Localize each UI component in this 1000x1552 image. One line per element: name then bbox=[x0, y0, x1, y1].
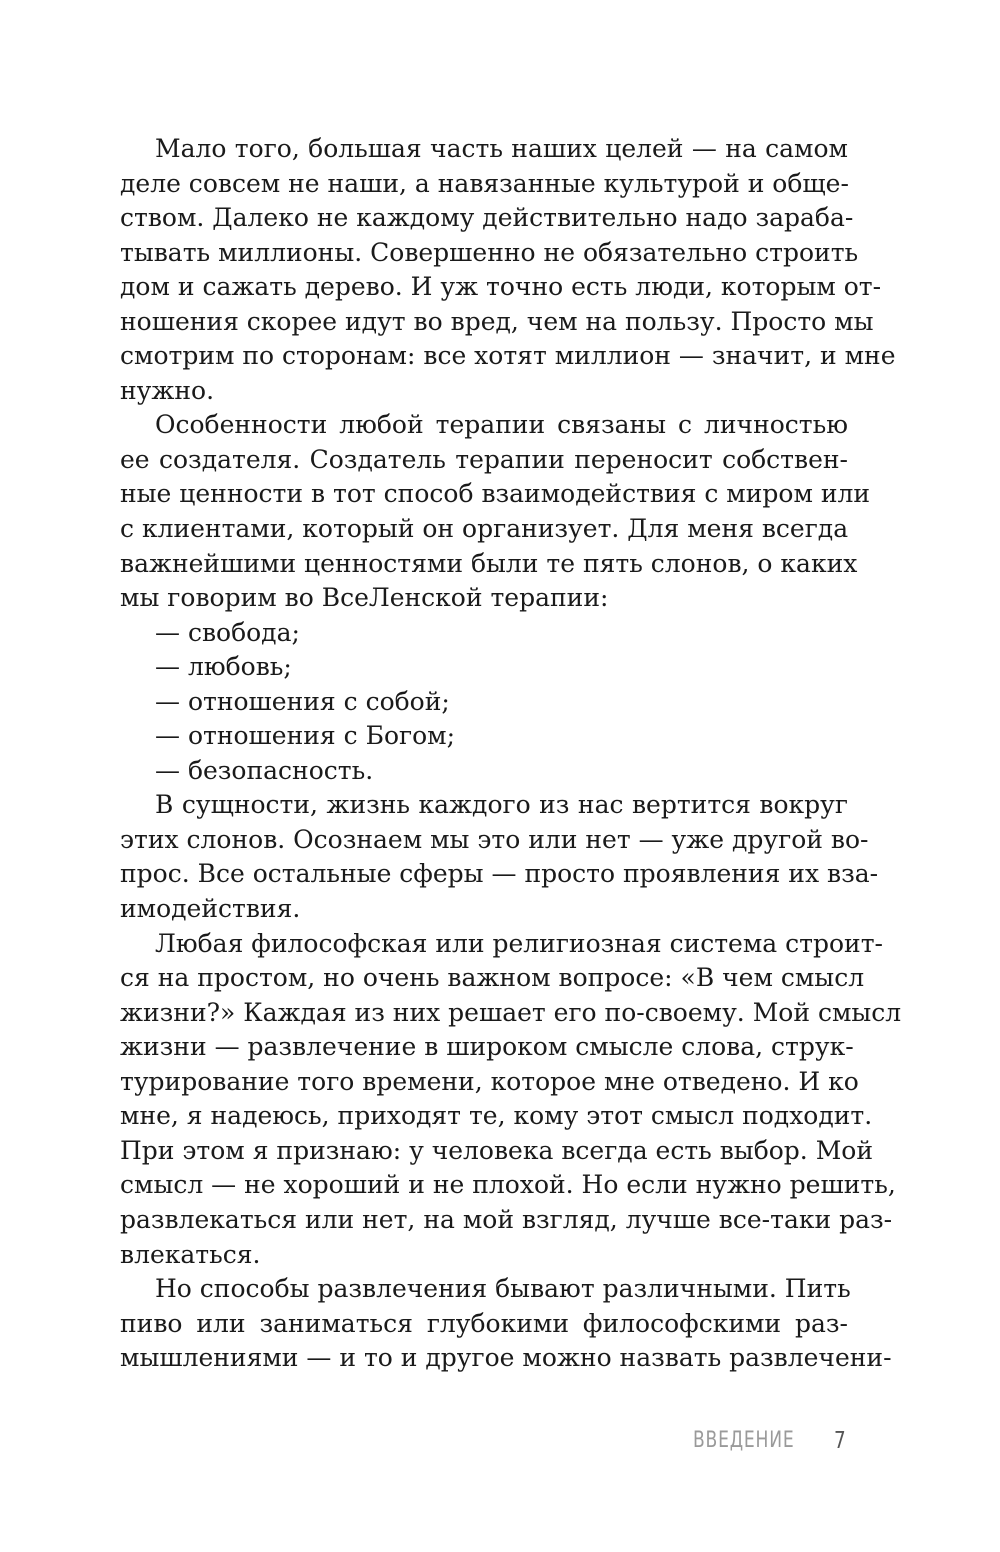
text-line: с клиентами, который он организует. Для меня всегда bbox=[120, 514, 849, 544]
text-line: имодействия. bbox=[120, 894, 301, 924]
text-line: тывать миллионы. Совершенно не обязательно строить bbox=[120, 237, 859, 267]
text-line: мне, я надеюсь, приходят те, кому этот смысл подходит. bbox=[120, 1101, 873, 1131]
text-line: При этом я признаю: у человека всегда есть выбор. Мой bbox=[120, 1135, 874, 1165]
text-line: ством. Далеко не каждому действительно надо зараба- bbox=[120, 203, 854, 233]
text-line: дом и сажать дерево. И уж точно есть люди, которым от- bbox=[120, 272, 882, 302]
text-line: ношения скорее идут во вред, чем на пользу. Просто мы bbox=[120, 306, 874, 336]
text-line: прос. Все остальные сферы — просто проявления их вза- bbox=[120, 859, 879, 889]
list-item: — любовь; bbox=[155, 652, 292, 682]
text-line: нужно. bbox=[120, 375, 215, 405]
text-line: ее создателя. Создатель терапии переносит собствен- bbox=[120, 444, 848, 474]
text-line: развлекаться или нет, на мой взгляд, лучше все-таки раз- bbox=[120, 1204, 893, 1234]
text-line: мышлениями — и то и другое можно назвать развлечени- bbox=[120, 1343, 892, 1373]
page-footer bbox=[0, 1428, 1000, 1468]
text-line: жизни — развлечение в широком смысле слова, струк- bbox=[120, 1032, 854, 1062]
list-item: — отношения с Богом; bbox=[155, 721, 456, 751]
text-line: мы говорим во ВсеЛенской терапии: bbox=[120, 583, 609, 613]
text-line: этих слонов. Осознаем мы это или нет — уже другой во- bbox=[120, 824, 869, 854]
text-line: Особенности любой терапии связаны с личностью bbox=[155, 410, 848, 440]
text-line: влекаться. bbox=[120, 1239, 261, 1269]
text-line: Мало того, большая часть наших целей — на самом bbox=[155, 134, 848, 163]
text-line: ся на простом, но очень важном вопросе: «В чем смысл bbox=[120, 963, 865, 993]
text-line: пиво или заниматься глубокими философскими раз- bbox=[120, 1308, 848, 1338]
running-head: ВВЕДЕНИЕ bbox=[693, 1428, 795, 1453]
text-line: смотрим по сторонам: все хотят миллион — значит, и мне bbox=[120, 341, 896, 371]
text-line: важнейшими ценностями были те пять слонов, о каких bbox=[120, 548, 858, 578]
text-line: В сущности, жизнь каждого из нас вертится вокруг bbox=[155, 790, 848, 820]
text-line: деле совсем не наши, а навязанные культурой и обще- bbox=[120, 168, 849, 198]
body-text bbox=[120, 132, 902, 1376]
text-line: жизни?» Каждая из них решает его по-своему. Мой смысл bbox=[120, 997, 902, 1027]
list-item: — свобода; bbox=[155, 617, 300, 647]
text-line: турирование того времени, которое мне отведено. И ко bbox=[120, 1066, 859, 1096]
text-line: смысл — не хороший и не плохой. Но если нужно решить, bbox=[120, 1170, 896, 1200]
list-item: — отношения с собой; bbox=[155, 686, 450, 716]
text-line: Любая философская или религиозная система строит- bbox=[155, 928, 883, 958]
list-item: — безопасность. bbox=[155, 755, 374, 785]
text-line: ные ценности в тот способ взаимодействия с миром или bbox=[120, 479, 871, 509]
text-line: Но способы развлечения бывают различными. Пить bbox=[155, 1274, 851, 1304]
page-number: 7 bbox=[834, 1428, 846, 1454]
